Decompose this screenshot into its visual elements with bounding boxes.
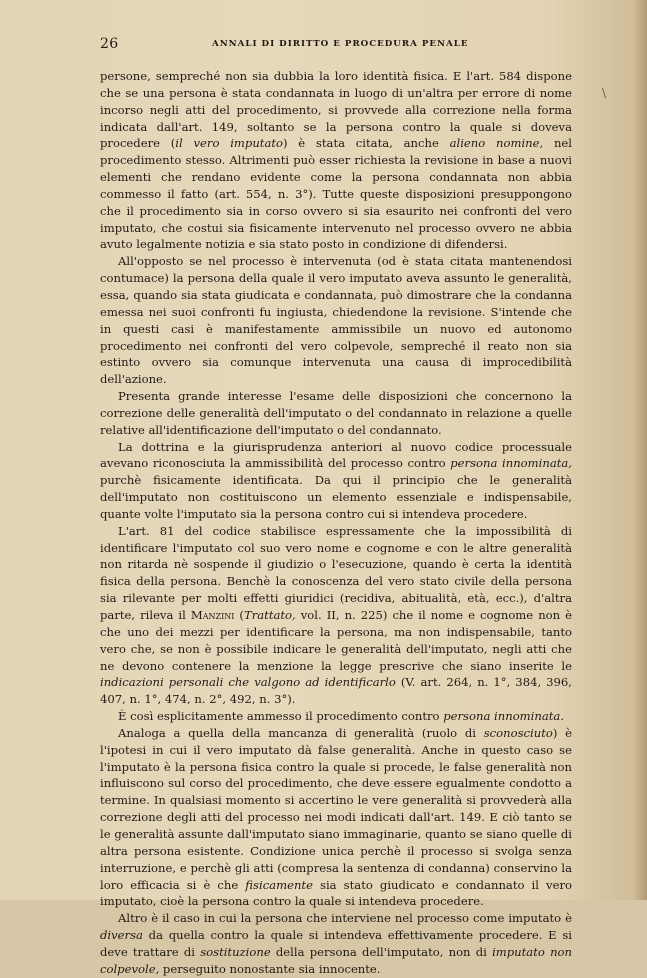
italic-text: il vero imputato <box>175 136 283 151</box>
italic-text: persona innominata, <box>450 456 572 471</box>
text-run: La dottrina e la giurisprudenza anteriori al nuovo codice processuale avevano riconosciuta la ammissibilità del processo contro <box>100 439 572 471</box>
body-text <box>100 68 572 978</box>
author-name: Manzini <box>190 608 235 622</box>
italic-text: indicazioni personali che valgono ad identificarlo <box>100 675 396 690</box>
text-run: Presenta grande interesse l'esame delle disposizioni che concernono la correzione delle generalità dell'imputato o del condannato in relazione a quelle relative all'identificazione dell'imputato o del condannato. <box>100 389 572 437</box>
italic-text: sconosciuto <box>483 725 553 740</box>
margin-mark: \ <box>602 86 607 100</box>
text-run: L'art. 81 del codice stabilisce espressamente che la impossibilità di identificare l'imputato col suo vero nome e cognome e con le altre generalità non ritarda nè sospende il giudizio o l'esecuzione, quando è certa la identità fisica della persona. Benchè la conoscenza del vero stato civile della persona sia rilevante per molti effetti giuridici (recidiva, abitualità, età, ecc.), d'altra parte, rileva il <box>100 523 572 622</box>
text-run: Analoga a quella della mancanza di generalità (ruolo di <box>118 725 484 740</box>
text-run: È così esplicitamente ammesso il procedimento contro <box>118 709 444 724</box>
paragraph <box>100 725 572 910</box>
text-run: da quella contro la quale si intendeva effettivamente procedere. E si deve trattare di <box>100 928 572 959</box>
page-fold-shadow <box>633 0 647 900</box>
italic-text: Trattato, <box>243 608 296 622</box>
text-run: persone, sempreché non sia dubbia la loro identità fisica. E l'art. 584 dispone che se una persona è stata condannata in luogo di un'altra per errore di nome incorso negli atti del procedimento, si provvede alla correzione nella forma indicata dall'art. 149, soltanto se la persona contro la quale si doveva procedere ( <box>100 69 572 151</box>
page-header <box>100 36 540 58</box>
text-run: ( <box>234 608 244 622</box>
running-title: ANNALI DI DIRITTO E PROCEDURA PENALE <box>212 39 469 49</box>
text-run: purchè fisicamente identificata. Da qui il principio che le generalità dell'imputato non costituiscono un elemento essenziale e indispensabile, quante volte l'imputato sia la persona contro cui si intendeva procedere. <box>100 473 572 521</box>
paragraph <box>100 388 572 439</box>
text-run: (V. art. 264, n. 1°, 384, 396, 407, n. 1°, 474, n. 2°, 492, n. 3°). <box>100 675 572 707</box>
paragraph <box>100 439 572 523</box>
italic-text: diversa <box>100 928 143 943</box>
italic-text: sostituzione <box>200 944 271 959</box>
paragraph <box>100 253 572 388</box>
paragraph <box>100 910 572 977</box>
text-run: All'opposto se nel processo è intervenuta (od è stata citata mantenendosi contumace) la persona della quale il vero imputato aveva assunto le generalità, essa, quando sia stata giudicata e condannata, può dimostrare che la condanna emessa nei suoi confronti fu ingiusta, chiedendone la revisione. S'intende che in questi casi è manifestamente ammissibile un nuovo ed autonomo procedimento nei confronti del vero colpevole, sempreché il reato non sia estinto ovvero sia comunque intervenuta una causa di improcedibilità dell'azione. <box>100 254 572 387</box>
page-number: 26 <box>100 36 119 52</box>
italic-text: alieno nomine, <box>449 136 544 151</box>
paragraph <box>100 523 572 708</box>
text-run: Altro è il caso in cui la persona che interviene nel processo come imputato è <box>118 911 572 926</box>
text-run: vol. II, n. 225) che il nome e cognome non è che uno dei mezzi per identificare la persona, ma non indispensabile, tanto vero che, se non è possibile indicare le generalità dell'imputato, negli atti che ne devono contenere la menzione la legge prescrive che siano inserite le <box>100 608 572 673</box>
italic-text: persona innominata. <box>443 709 565 724</box>
text-run: perseguito nonostante sia innocente. <box>159 961 381 976</box>
paragraph <box>100 68 572 253</box>
paragraph <box>100 708 572 725</box>
italic-text: imputato non colpevole, <box>100 944 572 976</box>
text-run: ) è stata citata, anche <box>283 136 450 151</box>
italic-text: fisicamente <box>245 877 313 892</box>
text-run: nel procedimento stesso. Altrimenti può esser richiesta la revisione in base a nuovi elementi che rendano evidente come la persona condannata non abbia commesso il fatto (art. 554, n. 3°). Tutte queste disposizioni presuppongono che il procedimento sia in corso ovvero si sia esaurito nei confronti del vero imputato, che costui sia fisicamente intervenuto nel processo ovvero ne abbia avuto legalmente notizia e sia stato posto in condizione di difendersi. <box>100 136 572 252</box>
text-run: ) è l'ipotesi in cui il vero imputato dà false generalità. Anche in questo caso se l'imputato è la persona fisica contro la quale si procede, le false generalità non influiscono sul corso del procedimento, che deve essere egualmente condotto a termine. In qualsiasi momento si accertino le vere generalità si provvederà alla correzione degli atti del processo nei modi indicati dall'art. 149. E ciò tanto se le generalità assunte dall'imputato siano immaginarie, quanto se siano quelle di altra persona esistente. Condizione unica perchè il processo si svolga senza interruzione, e perchè gli atti (compresa la sentenza di condanna) conservino la loro efficacia si è che <box>100 725 572 892</box>
text-run: sia stato giudicato e condannato il vero imputato, cioè la persona contro la quale si intendeva procedere. <box>100 877 572 909</box>
text-run: della persona dell'imputato, non di <box>270 944 493 959</box>
